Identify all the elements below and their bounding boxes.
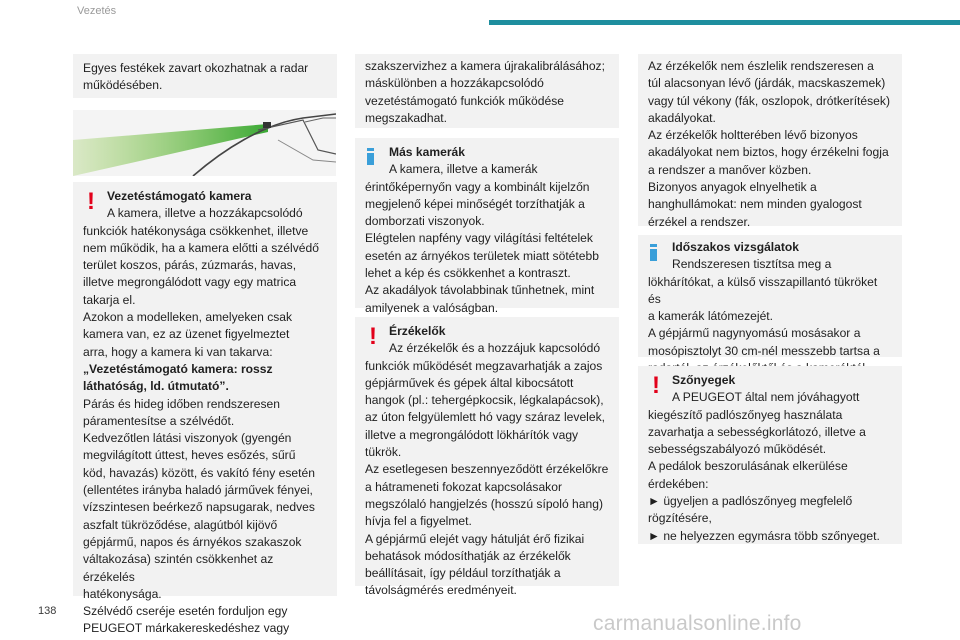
warning-title: Érzékelők <box>389 324 446 338</box>
info-title: Más kamerák <box>389 145 465 159</box>
text-line: a hátrameneti fokozat kapcsolásakor <box>365 479 562 494</box>
text-line: Szélvédő cseréje esetén forduljon egy <box>83 604 288 619</box>
text-line: Egyes festékek zavart okozhatnak a radar <box>83 61 309 75</box>
text-line: zavarhatja a sebességkorlátozó, illetve a <box>648 424 866 439</box>
col2-info-box <box>355 138 619 315</box>
text-line: akadályokat. <box>648 110 716 125</box>
info-icon <box>367 148 374 164</box>
text-line: Az érzékelők nem észlelik rendszeresen a <box>648 59 874 73</box>
page-number: 138 <box>38 605 57 617</box>
text-line: behatások módosíthatják az érzékelők <box>365 548 571 563</box>
watermark: carmanualsonline.info <box>593 612 802 635</box>
col3-continuation-box <box>638 54 902 229</box>
col2-warning-box <box>355 317 619 598</box>
text-line: lehet a kép és csökkenhet a kontraszt. <box>365 266 571 281</box>
text-line: hatékonysága. <box>83 586 162 601</box>
text-line: máskülönben a hozzákapcsolódó <box>365 76 544 91</box>
text-line: páramentesítse a szélvédőt. <box>83 413 235 428</box>
text-line: vízszintesen beérkező napsugarak, nedves <box>83 500 315 515</box>
text-line: illetve megrongálódott vagy egy matrica <box>83 275 297 290</box>
text-line: akadályokat nem biztos, hogy érzékelni fogja <box>648 145 889 160</box>
text-line: A kamera, illetve a hozzákapcsolódó <box>107 206 303 221</box>
text-line: sebességszabályozó működését. <box>648 442 827 457</box>
text-line: Azokon a modelleken, amelyeken csak <box>83 310 293 325</box>
text-line: gépjármű, napos és árnyékos szakaszok <box>83 534 302 549</box>
warning-exclamation-icon: ! <box>369 323 377 350</box>
text-line: vagy túl vékony (fák, oszlopok, drótkerítések) <box>648 93 890 108</box>
text-line: Rendszeresen tisztítsa meg a <box>672 257 832 272</box>
text-line: megjelenő képei minőségét torzíthatják a <box>365 196 585 211</box>
text-line: megszólaló hangjelzés (hosszú sípoló hang) <box>365 496 603 511</box>
text-line: A gépjármű elejét vagy hátulját érő fizikai <box>365 531 585 546</box>
text-line: váltakozása) szintén csökkenhet az érzékelés <box>83 552 274 584</box>
text-line: kamera van, ez az üzenet figyelmeztet <box>83 327 290 342</box>
section-title: Vezetés <box>77 5 117 17</box>
col3-warning-box <box>638 366 902 544</box>
text-line: „Vezetéstámogató kamera: rossz <box>83 361 273 376</box>
text-line: A PEUGEOT által nem jóváhagyott <box>672 390 860 405</box>
text-line: működésében. <box>83 78 163 93</box>
text-line: hangok (pl.: tehergépkocsik, légkalapácsok), <box>365 393 604 408</box>
text-line: vezetéstámogató funkciók működése <box>365 93 564 108</box>
text-line: A gépjármű nagynyomású mosásakor a <box>648 326 861 341</box>
text-line: a rendszer a manőver közben. <box>648 162 812 177</box>
text-line: Párás és hideg időben rendszeresen <box>83 396 280 411</box>
col1-intro-box <box>73 54 337 98</box>
text-line: mosópisztolyt 30 cm-nél messzebb tartsa a <box>648 343 880 358</box>
text-line: érzékel a rendszer. <box>648 214 751 229</box>
text-line: túl alacsonyan lévő (járdák, macskaszemek) <box>648 76 886 91</box>
info-icon <box>650 244 657 260</box>
text-line: aszfalt tükröződése, alagútból kijövő <box>83 517 278 532</box>
text-line: funkciók működését megzavarhatják a zajos <box>365 358 603 373</box>
warning-title: Vezetéstámogató kamera <box>107 189 252 203</box>
text-line: domborzati viszonyok. <box>365 214 485 229</box>
text-line: gépjárművek és gépek által kibocsátott <box>365 375 574 390</box>
text-line: megvilágított úttest, heves esőzés, sűrű <box>83 448 296 463</box>
text-line: terület koszos, párás, zúzmarás, havas, <box>83 258 297 273</box>
warning-exclamation-icon: ! <box>87 188 95 215</box>
text-line: takarja el. <box>83 292 136 307</box>
text-line: érintőképernyőn vagy a kombinált kijelzőn <box>365 179 590 194</box>
warning-exclamation-icon: ! <box>652 372 660 399</box>
text-line: megszakadhat. <box>365 110 448 125</box>
text-line: rögzítésére, <box>648 511 712 526</box>
text-line: Az érzékelők és a hozzájuk kapcsolódó <box>389 341 601 356</box>
text-line: kiegészítő padlószőnyeg használata <box>648 407 843 422</box>
text-line: Az akadályok távolabbinak tűnhetnek, mint <box>365 283 595 298</box>
col1-warning-box <box>73 182 337 636</box>
text-line: köd, havazás) között, és vakító fény esetén <box>83 465 315 480</box>
text-line: Elégtelen napfény vagy világítási feltételek <box>365 231 593 246</box>
warning-title: Szőnyegek <box>672 373 736 387</box>
text-line: a kamerák látómezejét. <box>648 309 774 324</box>
text-line: láthatóság, ld. útmutató”. <box>83 379 229 394</box>
text-line: funkciók hatékonysága csökkenhet, illetve <box>83 223 309 238</box>
text-line: hanghullámokat: nem minden gyalogost <box>648 197 862 212</box>
text-line: szakszervizhez a kamera újrakalibrálásához; <box>365 59 605 73</box>
text-line: beállításait, így például torzíthatják a <box>365 566 561 581</box>
text-line: Kedvezőtlen látási viszonyok (gyengén <box>83 431 292 446</box>
text-line: ► ne helyezzen egymásra több szőnyeget. <box>648 528 880 543</box>
col3-info-box <box>638 235 902 357</box>
text-line: amilyenek a valóságban. <box>365 300 499 315</box>
text-line: Az esetlegesen beszennyeződött érzékelőkre <box>365 462 609 477</box>
text-line: távolságmérés eredményeit. <box>365 583 517 598</box>
text-line: illetve a megrongálódott lökhárítók vagy <box>365 427 579 442</box>
text-line: az úton felgyülemlett hó vagy száraz levelek, <box>365 410 605 425</box>
text-line: esetén az árnyékos területek miatt sötétebb <box>365 248 599 263</box>
header-accent-bar <box>489 20 960 25</box>
text-line: nem működik, ha a kamera előtti a szélvédő <box>83 240 319 255</box>
col2-continuation-box <box>355 54 619 128</box>
text-line: PEUGEOT márkakereskedéshez vagy <box>83 621 290 636</box>
text-line: (ellentétes irányba haladó járművek fényei, <box>83 483 313 498</box>
text-line: érdekében: <box>648 476 709 491</box>
text-line: A pedálok beszorulásának elkerülése <box>648 459 848 474</box>
text-line: A kamera, illetve a kamerák <box>389 162 538 177</box>
text-line: ► ügyeljen a padlószőnyeg megfelelő <box>648 494 853 509</box>
camera-field-of-view-illustration <box>73 110 336 176</box>
camera-illustration-svg <box>73 110 336 176</box>
text-line: lökhárítókat, a külső visszapillantó tükröket és <box>648 274 878 306</box>
text-line: Bizonyos anyagok elnyelhetik a <box>648 180 817 195</box>
info-title: Időszakos vizsgálatok <box>672 240 800 254</box>
text-line: Az érzékelők holtterében lévő bizonyos <box>648 128 858 143</box>
text-line: arra, hogy a kamera ki van takarva: <box>83 344 273 359</box>
text-line: hívja fel a figyelmet. <box>365 514 472 529</box>
text-line: tükrök. <box>365 445 402 460</box>
